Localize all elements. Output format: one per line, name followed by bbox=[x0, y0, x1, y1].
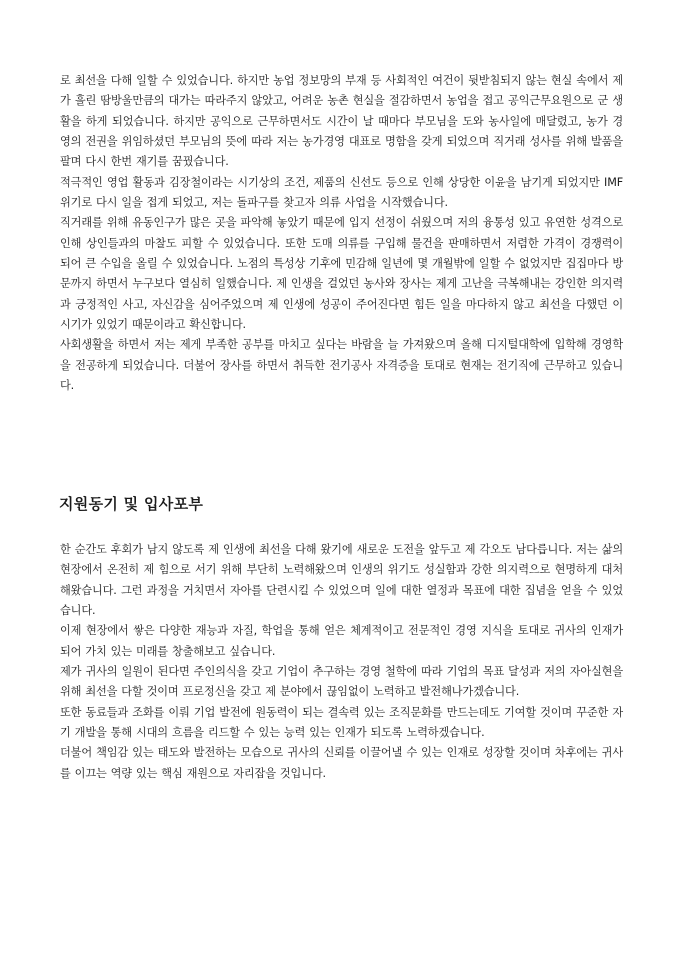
paragraph: 더불어 책임감 있는 태도와 발전하는 모습으로 귀사의 신뢰를 이끌어낼 수 있는 인재로 성장할 것이며 차후에는 귀사를 이끄는 역량 있는 핵심 재원으로 자리잡을 것입니다. bbox=[60, 746, 623, 780]
motivation-section bbox=[60, 540, 623, 784]
career-history-section bbox=[60, 71, 623, 397]
paragraph: 제가 귀사의 일원이 된다면 주인의식을 갖고 기업이 추구하는 경영 철학에 따라 기업의 목표 달성과 저의 자아실현을 위해 최선을 다할 것이며 프로정신을 갖고 제 분야에서 끊임없이 노력하고 발전해나가겠습니다. bbox=[60, 665, 623, 699]
paragraph: 한 순간도 후회가 남지 않도록 제 인생에 최선을 다해 왔기에 새로운 도전을 앞두고 제 각오도 남다릅니다. 저는 삶의 현장에서 온전히 제 힘으로 서기 위해 부단히 노력해왔으며 인생의 위기도 성실함과 강한 의지력으로 현명하게 대처해왔습니다. 그런 과정을 거치면서 자아를 단련시킬 수 있었으며 일에 대한 열정과 목표에 대한 집념을 얻을 수 있었습니다. bbox=[60, 543, 623, 618]
paragraph: 사회생활을 하면서 저는 제게 부족한 공부를 마치고 싶다는 바람을 늘 가져왔으며 올해 디지털대학에 입학해 경영학을 전공하게 되었습니다. 더불어 장사를 하면서 취득한 전기공사 자격증을 토대로 현재는 전기직에 근무하고 있습니다. bbox=[60, 338, 623, 393]
paragraph: 직거래를 위해 유동인구가 많은 곳을 파악해 놓았기 때문에 입지 선정이 쉬웠으며 저의 융통성 있고 유연한 성격으로 인해 상인들과의 마찰도 피할 수 있었습니다. 또한 도매 의류를 구입해 물건을 판매하면서 저렴한 가격이 경쟁력이 되어 큰 수입을 올릴 수 있었습니다. 노점의 특성상 기후에 민감해 일년에 몇 개월밖에 일할 수 없었지만 집집마다 방문까지 하면서 누구보다 열심히 일했습니다. 제 인생을 걸었던 농사와 장사는 제게 고난을 극복해내는 강인한 의지력과 긍정적인 사고, 자신감을 심어주었으며 제 인생에 성공이 주어진다면 힘든 일을 마다하지 않고 최선을 다했던 이 시기가 있었기 때문이라고 확신합니다. bbox=[60, 216, 623, 332]
section-heading: 지원동기 및 입사포부 bbox=[59, 495, 204, 513]
paragraph: 이제 현장에서 쌓은 다양한 재능과 자질, 학업을 통해 얻은 체계적이고 전문적인 경영 지식을 토대로 귀사의 인재가 되어 가치 있는 미래를 창출해보고 싶습니다. bbox=[60, 624, 623, 658]
paragraph: 또한 동료들과 조화를 이뤄 기업 발전에 원동력이 되는 결속력 있는 조직문화를 만드는데도 기여할 것이며 꾸준한 자기 개발을 통해 시대의 흐름을 리드할 수 있는 능력 있는 인재가 되도록 노력하겠습니다. bbox=[60, 705, 623, 740]
paragraph: 적극적인 영업 활동과 김장철이라는 시기상의 조건, 제품의 신선도 등으로 인해 상당한 이윤을 남기게 되었지만 IMF 위기로 다시 일을 접게 되었고, 저는 돌파구를 찾고자 의류 사업을 시작했습니다. bbox=[60, 175, 623, 210]
paragraph: 로 최선을 다해 일할 수 있었습니다. 하지만 농업 정보망의 부재 등 사회적인 여건이 뒷받침되지 않는 현실 속에서 제가 흘린 땀방울만큼의 대가는 따라주지 않았고, 어려운 농촌 현실을 절감하면서 농업을 접고 공익근무요원으로 군 생활을 하게 되었습니다. 하지만 공익으로 근무하면서도 시간이 날 때마다 부모님을 도와 농사일에 매달렸고, 농가 경영의 전권을 위임하셨던 부모님의 뜻에 따라 저는 농가경영 대표로 명함을 갖게 되었으며 직거래 성사를 위해 발품을 팔며 다시 한번 재기를 꿈꿨습니다. bbox=[60, 74, 623, 169]
